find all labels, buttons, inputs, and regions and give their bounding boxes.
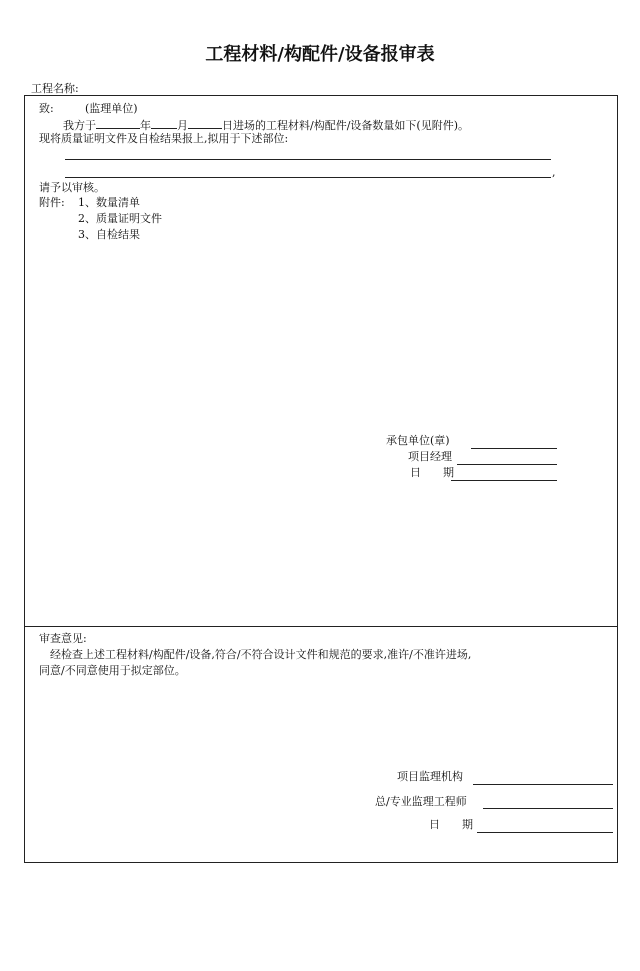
form-table <box>24 95 618 863</box>
day-blank[interactable] <box>188 117 222 129</box>
form-title: 工程材料/构配件/设备报审表 <box>205 44 435 65</box>
review-opinion-label: 审查意见: <box>39 632 87 645</box>
supervision-org-signature-line[interactable] <box>473 784 613 785</box>
section-divider <box>25 626 617 627</box>
review-opinion-line-2: 同意/不同意使用于拟定部位。 <box>39 664 186 677</box>
arrival-month: 月 <box>177 119 188 132</box>
arrival-suffix: 日进场的工程材料/构配件/设备数量如下(见附件)。 <box>222 119 469 132</box>
location-comma: , <box>552 166 556 179</box>
review-opinion-line-1: 经检查上述工程材料/构配件/设备,符合/不符合设计文件和规范的要求,准许/不准许进场, <box>50 648 472 661</box>
attachments-label: 附件: <box>39 196 65 209</box>
supervision-date-line[interactable] <box>477 832 613 833</box>
to-unit: (监理单位) <box>85 102 138 115</box>
location-line-2[interactable] <box>65 177 551 178</box>
report-line: 现将质量证明文件及自检结果报上,拟用于下述部位: <box>39 132 289 145</box>
contractor-signature-line[interactable] <box>471 448 557 449</box>
project-name-label: 工程名称: <box>31 82 79 95</box>
supervision-date-label: 日 期 <box>429 818 473 831</box>
arrival-year: 年 <box>140 119 151 132</box>
review-request: 请予以审核。 <box>39 181 105 194</box>
arrival-line <box>63 117 469 133</box>
supervision-engineer-signature-line[interactable] <box>483 808 613 809</box>
to-label: 致: <box>39 102 54 115</box>
contractor-label: 承包单位(章) <box>386 434 450 447</box>
supervision-org-label: 项目监理机构 <box>397 770 463 783</box>
attachment-item: 3、自检结果 <box>78 228 140 241</box>
contractor-date-line[interactable] <box>451 480 557 481</box>
project-manager-signature-line[interactable] <box>457 464 557 465</box>
year-blank[interactable] <box>96 117 140 129</box>
attachment-item: 1、数量清单 <box>78 196 140 209</box>
contractor-date-label: 日 期 <box>410 466 454 479</box>
supervision-engineer-label: 总/专业监理工程师 <box>375 795 467 808</box>
project-manager-label: 项目经理 <box>408 450 452 463</box>
arrival-prefix: 我方于 <box>63 119 96 132</box>
attachment-item: 2、质量证明文件 <box>78 212 162 225</box>
location-line-1[interactable] <box>65 159 551 160</box>
month-blank[interactable] <box>151 117 177 129</box>
